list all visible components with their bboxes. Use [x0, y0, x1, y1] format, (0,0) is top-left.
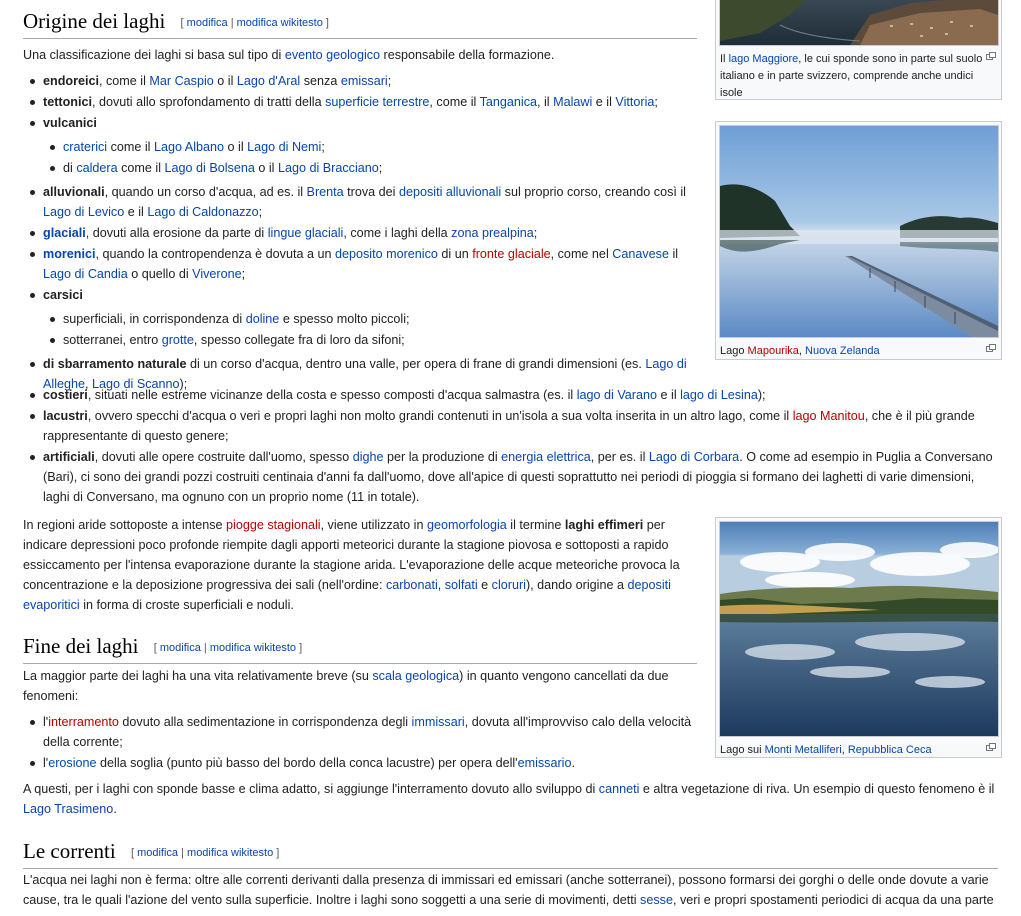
link[interactable]: Mar Caspio [149, 74, 214, 88]
list-item: alluvionali, quando un corso d'acqua, ad es. il Brenta trova dei depositi alluvionali sul proprio corso, creando così il Lago di Levico e il Lago di Caldonazzo; [43, 182, 703, 222]
link[interactable]: doline [245, 312, 280, 326]
edit-link[interactable]: modifica [137, 847, 179, 860]
thumbnail-lago-mapourika [715, 121, 1002, 360]
list-item: artificiali, dovuti alle opere costruite dall'uomo, spesso dighe per la produzione di energia elettrica, per es. il Lago di Corbara. O come ad esempio in Puglia a Conversano (Bari), ci sono dei grandi pozzi costruiti centinaia d'anni fa dall'uomo, dove all'apice di questi soprattutto nei periodi di pioggia si formano dei laghetti di varie dimensioni, laghi di Conversano, ma ognuno con un proprio nome (11 in totale). [43, 447, 998, 507]
list-item: vulcanici craterici come il Lago Albano o il Lago di Nemi; di caldera come il Lago di Bolsena o il Lago di Bracciano; [43, 113, 703, 178]
list-item: craterici come il Lago Albano o il Lago di Nemi; [63, 137, 703, 157]
lake-types-list [23, 71, 703, 394]
link[interactable]: Lago d'Aral [236, 74, 301, 88]
link[interactable]: Viverone [192, 267, 242, 281]
link[interactable]: fronte glaciale [472, 247, 551, 261]
edit-section-links: [ modifica | modifica wikitesto ] [180, 17, 329, 30]
link[interactable]: erosione [48, 756, 97, 770]
link[interactable]: superficie terrestre [325, 95, 430, 109]
fine-list [23, 712, 703, 773]
sub-list [43, 137, 703, 178]
monti-metalliferi-image[interactable] [719, 521, 999, 737]
caption-monti-metalliferi: Lago sui Monti Metalliferi, Repubblica Ceca [719, 737, 998, 759]
edit-section-links: [ modifica | modifica wikitesto ] [153, 642, 303, 655]
fine-body [23, 661, 703, 774]
link[interactable]: depositi evaporitici [23, 578, 671, 612]
link[interactable]: Lago di Scanno [92, 377, 180, 391]
link-evento-geologico[interactable]: evento geologico [284, 48, 381, 62]
paragraph: Una classificazione dei laghi si basa sul tipo di evento geologico responsabile della formazione. [23, 48, 555, 62]
section-title: Origine dei laghi [23, 9, 166, 33]
list-item: l'interramento dovuto alla sedimentazione in corrispondenza degli immissari, dovuta all'improvviso calo della velocità della corrente; [43, 712, 703, 752]
link[interactable]: Lago di Nemi [247, 140, 322, 154]
section-heading-origine [23, 8, 697, 39]
effimeri-paragraph [23, 510, 703, 621]
list-item: endoreici, come il Mar Caspio o il Lago d'Aral senza emissari; [43, 71, 703, 91]
misty-lake-jetty-image [720, 126, 998, 337]
lake-landscape-image [720, 522, 998, 736]
link[interactable]: lago di Lesina [680, 388, 758, 402]
caption-link[interactable]: Monti Metalliferi [764, 744, 842, 756]
paragraph: La maggior parte dei laghi ha una vita relativamente breve (su scala geologica) in quanto vengono cancellati da due fenomeni: [23, 669, 669, 703]
caption-link[interactable]: Mapourika [747, 345, 799, 357]
link[interactable]: carbonati [385, 578, 438, 592]
link[interactable]: Canavese [612, 247, 669, 261]
section-heading-fine [23, 633, 697, 664]
caption-link[interactable]: Repubblica Ceca [847, 744, 932, 756]
link[interactable]: lago di Varano [576, 388, 658, 402]
link[interactable]: deposito morenico [334, 247, 438, 261]
link[interactable]: emissario [517, 756, 572, 770]
section-heading-correnti [23, 838, 998, 869]
link[interactable]: Malawi [553, 95, 593, 109]
link[interactable]: energia elettrica [501, 450, 591, 464]
link[interactable]: Brenta [306, 185, 344, 199]
list-item: glaciali, dovuti alla erosione da parte di lingue glaciali, come i laghi della zona prealpina; [43, 223, 703, 243]
link[interactable]: Lago di Corbara [648, 450, 740, 464]
link[interactable]: Lago di Bolsena [164, 161, 255, 175]
link[interactable]: cloruri [491, 578, 526, 592]
lago-maggiore-image[interactable] [719, 0, 999, 46]
link[interactable]: Tanganica [479, 95, 537, 109]
list-item: tettonici, dovuti allo sprofondamento di tratti della superficie terrestre, come il Tanganica, il Malawi e il Vittoria; [43, 92, 703, 112]
link[interactable]: morenici [43, 247, 96, 261]
edit-link[interactable]: modifica [186, 17, 228, 30]
list-item: lacustri, ovvero specchi d'acqua o veri e propri laghi non molto grandi contenuti in un'isola a sua volta inserita in un altro lago, come il lago Manitou, che è il più grande rappresentante di questo genere; [43, 406, 998, 446]
link[interactable]: emissari [340, 74, 388, 88]
list-item: l'erosione della soglia (punto più basso del bordo della conca lacustre) per opera dell'emissario. [43, 753, 703, 773]
caption-lago-maggiore: Il lago Maggiore, le cui sponde sono in parte sul suolo italiano e in parte svizzero, comprende anche undici isole [719, 46, 998, 102]
enlarge-icon[interactable] [986, 344, 996, 352]
list-item: di caldera come il Lago di Bolsena o il Lago di Bracciano; [63, 158, 703, 178]
link[interactable]: lingue glaciali [267, 226, 344, 240]
list-item: morenici, quando la contropendenza è dovuta a un deposito morenico di un fronte glaciale, come nel Canavese il Lago di Candia o quello di Viverone; [43, 244, 703, 284]
caption-lago-mapourika: Lago Mapourika, Nuova Zelanda [719, 338, 998, 360]
link[interactable]: immissari [411, 715, 465, 729]
edit-source-link[interactable]: modifica wikitesto [209, 642, 297, 655]
origine-body-wide [23, 385, 998, 508]
enlarge-icon[interactable] [986, 52, 996, 60]
link[interactable]: lago Manitou [792, 409, 865, 423]
enlarge-icon[interactable] [986, 743, 996, 751]
list-item: carsici superficiali, in corrispondenza di doline e spesso molto piccoli; sotterranei, entro grotte, spesso collegate fra di loro da sifoni; [43, 285, 703, 350]
paragraph: L'acqua nei laghi non è ferma: oltre alle correnti derivanti dalla presenza di immissari ed emissari (anche sotterranei), possono formarsi dei gorghi o delle onde dovute a varie cause, tra le quali l'azione del vento sulla superficie. Inoltre i laghi sono soggetti a una serie di movimenti, detti sesse, veri e propri spostamenti periodici di acqua da una parte [23, 873, 994, 907]
thumbnail-monti-metalliferi [715, 517, 1002, 758]
list-item: superficiali, in corrispondenza di doline e spesso molto piccoli; [63, 309, 703, 329]
edit-link[interactable]: modifica [159, 642, 201, 655]
link[interactable]: piogge stagionali [226, 518, 321, 532]
edit-source-link[interactable]: modifica wikitesto [236, 17, 323, 30]
link[interactable]: zona prealpina [451, 226, 534, 240]
paragraph: A questi, per i laghi con sponde basse e clima adatto, si aggiunge l'interramento dovuto allo sviluppo di canneti e altra vegetazione di riva. Un esempio di questo fenomeno è il Lago Trasimeno. [23, 782, 995, 816]
lago-mapourika-image[interactable] [719, 125, 999, 338]
link[interactable]: solfati [444, 578, 478, 592]
lake-types-list-cont [23, 385, 998, 507]
link[interactable]: caldera [76, 161, 118, 175]
link[interactable]: interramento [48, 715, 119, 729]
link[interactable]: Lago di Bracciano [277, 161, 379, 175]
link[interactable]: Vittoria [615, 95, 655, 109]
section-title: Le correnti [23, 839, 116, 863]
edit-source-link[interactable]: modifica wikitesto [187, 847, 274, 860]
section-title: Fine dei laghi [23, 634, 139, 658]
canneti-paragraph [23, 774, 998, 825]
origine-body [23, 40, 703, 395]
link[interactable]: Lago Trasimeno [23, 802, 114, 816]
link[interactable]: craterici [63, 140, 108, 154]
link[interactable]: grotte [161, 333, 194, 347]
sub-list [43, 309, 703, 350]
link[interactable]: Lago Albano [153, 140, 225, 154]
link[interactable]: canneti [598, 782, 640, 796]
edit-section-links: [ modifica | modifica wikitesto ] [130, 847, 280, 860]
link[interactable]: scala geologica [372, 669, 460, 683]
link[interactable]: Lago di Candia [43, 267, 128, 281]
correnti-body [23, 866, 998, 916]
list-item: costieri, situati nelle estreme vicinanze della costa e spesso composti d'acqua salmastra (es. il lago di Varano e il lago di Lesina); [43, 385, 998, 405]
thumbnail-lago-maggiore [715, 0, 1002, 100]
link[interactable]: Lago di Caldonazzo [147, 205, 259, 219]
link[interactable]: geomorfologia [426, 518, 507, 532]
link[interactable]: Lago di Alleghe [43, 357, 687, 391]
paragraph: In regioni aride sottoposte a intense piogge stagionali, viene utilizzato in geomorfologia il termine laghi effimeri per indicare depressioni poco profonde riempite dagli apporti meteorici durante la stagione piovosa e sottoposti a rapido essiccamento per l'intensa evaporazione durante la stagione arida. L'evaporazione delle acque meteoriche provoca la concentrazione e la deposizione progressiva dei sali (nell'ordine: carbonati, solfati e cloruri), dando origine a depositi evaporitici in forma di croste superficiali e noduli. [23, 518, 680, 612]
caption-link[interactable]: Nuova Zelanda [805, 345, 880, 357]
link[interactable]: depositi alluvionali [398, 185, 502, 199]
link[interactable]: sesse [640, 893, 673, 907]
list-item: sotterranei, entro grotte, spesso collegate fra di loro da sifoni; [63, 330, 703, 350]
lake-aerial-image [720, 0, 998, 45]
link[interactable]: glaciali [43, 226, 86, 240]
link[interactable]: dighe [352, 450, 384, 464]
caption-link[interactable]: lago Maggiore [728, 53, 799, 65]
list-item: di sbarramento naturale di un corso d'acqua, dentro una valle, per opera di frane di grandi dimensioni (es. Lago di Alleghe, Lago di Scanno); [43, 354, 703, 394]
link[interactable]: Lago di Levico [43, 205, 125, 219]
